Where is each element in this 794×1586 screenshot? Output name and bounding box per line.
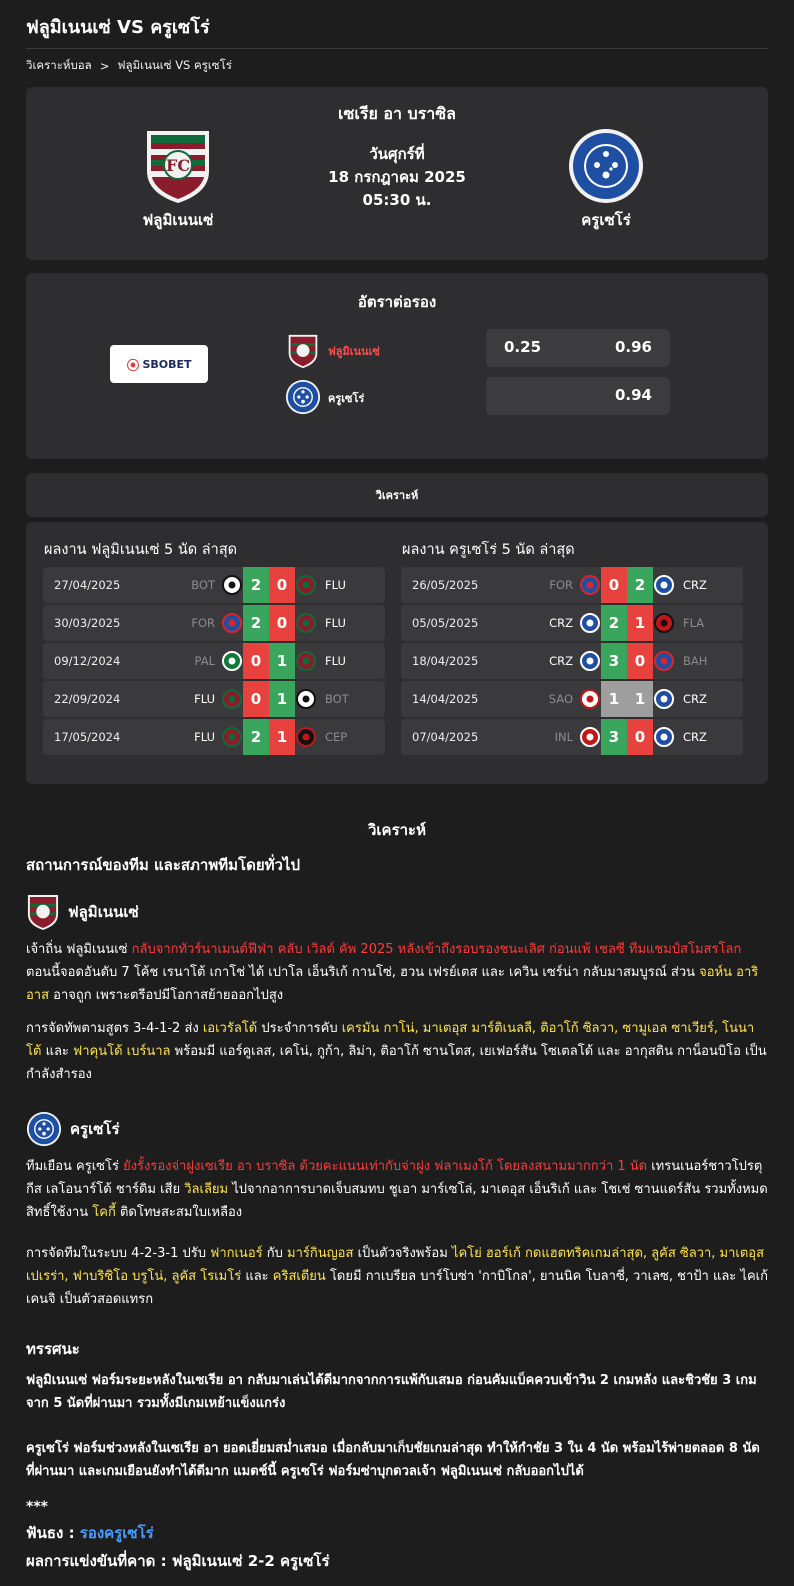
team-code: BOT xyxy=(325,692,349,706)
form-row[interactable] xyxy=(43,605,385,641)
match-date: 18 กรกฎาคม 2025 xyxy=(328,168,466,186)
predict-value: ฟลูมิเนนเซ่ 2-2 ครูเซโร่ xyxy=(171,1552,330,1570)
home-paragraph-1 xyxy=(26,938,768,1007)
body-text: เจ้าถิ่น ฟลูมิเนนเซ่ xyxy=(26,942,132,957)
team-icon-slot xyxy=(295,689,317,709)
score-away: 0 xyxy=(269,567,295,603)
team-icon-slot xyxy=(653,727,675,747)
body-text: การจัดทัพตามสูตร 3-4-1-2 ส่ง xyxy=(26,1021,203,1036)
team-icon-slot xyxy=(295,727,317,747)
team-code: FLU xyxy=(325,654,346,668)
score-home: 2 xyxy=(243,567,269,603)
score-home: 0 xyxy=(243,643,269,679)
form-row[interactable] xyxy=(401,719,743,755)
team-icon-slot xyxy=(295,575,317,595)
home-paragraph-2 xyxy=(26,1017,768,1086)
match-date: 30/03/2025 xyxy=(54,616,121,630)
highlight-text: วิลเลียม xyxy=(184,1182,229,1197)
match-datetime xyxy=(26,143,768,212)
team-code: CRZ xyxy=(683,692,707,706)
cep-crest-icon xyxy=(296,727,316,747)
analysis-heading: วิเคราะห์ xyxy=(367,821,426,839)
for-crest-icon xyxy=(222,613,242,633)
away-form-title: ผลงาน ครูเซโร่ 5 นัด ล่าสุด xyxy=(402,542,575,558)
match-time: 05:30 น. xyxy=(362,191,432,209)
pick-label: ฟันธง : xyxy=(26,1524,80,1542)
recent-form-card xyxy=(26,522,768,784)
team-code: FOR xyxy=(549,578,573,592)
view-heading: ทรรศนะ xyxy=(26,1340,80,1358)
team-icon-slot xyxy=(221,689,243,709)
bookmaker-name: SBOBET xyxy=(142,357,192,371)
team-icon-slot xyxy=(579,575,601,595)
inl-crest-icon xyxy=(580,727,600,747)
score-home: 1 xyxy=(601,681,627,717)
score-home: 3 xyxy=(601,719,627,755)
score-home: 2 xyxy=(601,605,627,641)
match-date: 09/12/2024 xyxy=(54,654,121,668)
body-text: ตอนนี้จอดอันดับ 7 โค้ช เรนาโต้ เกาโช่ ได้ เปาโล เอ็นริเก้ กานโซ่, ฮวน เฟรย์เตส และ เควิน เซร์น่า กลับมาสมบูรณ์ ส่วน xyxy=(26,965,700,980)
crz-crest-icon xyxy=(654,575,674,595)
team-code: FLU xyxy=(194,692,215,706)
flu-crest-icon xyxy=(296,575,316,595)
bah-crest-icon xyxy=(654,651,674,671)
team-icon-slot xyxy=(579,689,601,709)
score-away: 1 xyxy=(627,681,653,717)
match-date: 05/05/2025 xyxy=(412,616,479,630)
stars-divider: *** xyxy=(26,1499,48,1515)
body-text: ติดโทษสะสมใบเหลือง xyxy=(115,1205,243,1220)
view-paragraph-2: ครูเซโร่ ฟอร์มช่วงหลังในเซเรีย อา ยอดเยี่ยมสม่ำเสมอ เมื่อกลับมาเก็บชัยเกมล่าสุด ทำให้กำชัย 3 ใน 4 นัด พร้อมไร้พ่ายตลอด 8 นัดที่ผ่านมา และเกมเยือนยังทำได้ดีมาก แมตช์นี้ ครูเซโร่ ฟอร์มซ่าบุกดวลเจ้า ฟลูมิเนนเซ่ กลับออกไปได้ xyxy=(26,1441,760,1479)
team-code: CRZ xyxy=(683,730,707,744)
team-icon-slot xyxy=(579,727,601,747)
svg-text:FC: FC xyxy=(165,156,191,175)
odds-title: อัตราต่อรอง xyxy=(357,293,437,311)
fluminense-small-icon xyxy=(286,333,320,369)
team-icon-slot xyxy=(295,651,317,671)
pick-value[interactable]: รองครูเซโร่ xyxy=(79,1524,154,1542)
predict-label: ผลการแข่งขันที่คาด : xyxy=(26,1552,172,1570)
team-icon-slot xyxy=(653,613,675,633)
home-form-list xyxy=(43,567,385,757)
match-date: 14/04/2025 xyxy=(412,692,479,706)
team-icon-slot xyxy=(579,613,601,633)
highlight-text: ยังรั้งรองจ่าฝูงเซเรีย อา บราซิล ด้วยคะแนนเท่ากับจ่าฝูง ฟลาเมงโก้ โดยลงสนามมากกว่า 1 นัด xyxy=(123,1159,648,1174)
body-text: โดยมี กาเบรียล บาร์โบซ่า 'กาบิโกล', ยานนิค โบลาซี่, วาเลซ, ชาป้า และ ไคเก้ เคนจิ เป็นตัวสอดแทรก xyxy=(26,1269,768,1307)
situation-heading: สถานการณ์ของทีม และสภาพทีมโดยทั่วไป xyxy=(26,856,300,874)
fluminense-heading-icon xyxy=(26,893,60,931)
form-row[interactable] xyxy=(401,681,743,717)
crz-crest-icon xyxy=(580,613,600,633)
flu-crest-icon xyxy=(296,651,316,671)
pal-crest-icon xyxy=(222,651,242,671)
page-title: ฟลูมิเนนเซ่ VS ครูเซโร่ xyxy=(26,17,210,38)
odds-card xyxy=(26,273,768,459)
score-away: 0 xyxy=(269,605,295,641)
score-away: 1 xyxy=(269,719,295,755)
body-text: อาจถูก เพราะตรีอปมีโอกาสย้ายออกไปสูง xyxy=(49,988,284,1003)
tab-analysis[interactable]: วิเคราะห์ xyxy=(26,473,768,517)
form-row[interactable] xyxy=(43,681,385,717)
cruzeiro-small-icon xyxy=(285,379,321,415)
league-name: เซเรีย อา บราซิล xyxy=(338,104,456,123)
team-icon-slot xyxy=(653,651,675,671)
form-row[interactable] xyxy=(401,605,743,641)
flu-crest-icon xyxy=(222,727,242,747)
body-text: ทีมเยือน ครูเซโร่ xyxy=(26,1159,124,1174)
match-date: 26/05/2025 xyxy=(412,578,479,592)
form-row[interactable] xyxy=(401,643,743,679)
score-away: 0 xyxy=(627,719,653,755)
fluminense-crest-icon xyxy=(143,127,213,205)
home-form-title: ผลงาน ฟลูมิเนนเซ่ 5 นัด ล่าสุด xyxy=(44,542,238,558)
highlight-text: เอเวรัลโด้ xyxy=(202,1021,258,1036)
match-card xyxy=(26,87,768,260)
body-text: เป็นตัวจริงพร้อม xyxy=(353,1246,452,1261)
highlight-text: โคกี้ xyxy=(92,1205,116,1220)
divider xyxy=(26,48,768,49)
team-code: BAH xyxy=(683,654,708,668)
team-icon-slot xyxy=(653,689,675,709)
odds-away-box[interactable] xyxy=(486,377,670,415)
highlight-text: เครมัน กาโน่, มาเตอุส มาร์ติเนลลี, ติอาโก้ ซิลวา, ซามูเอล ซาเวียร์, โนนาโต้ xyxy=(26,1021,755,1059)
match-date: 07/04/2025 xyxy=(412,730,479,744)
team-icon-slot xyxy=(221,651,243,671)
crz-crest-icon xyxy=(580,651,600,671)
body-text: กับ xyxy=(262,1246,287,1261)
team-code: PAL xyxy=(194,654,215,668)
team-code: FLA xyxy=(683,616,705,630)
breadcrumb-home-link[interactable]: วิเคราะห์บอล xyxy=(26,58,92,72)
home-team-heading xyxy=(26,893,139,931)
breadcrumb-current: ฟลูมิเนนเซ่ VS ครูเซโร่ xyxy=(117,58,232,72)
home-team-heading-text: ฟลูมิเนนเซ่ xyxy=(68,903,139,921)
team-code: INL xyxy=(554,730,573,744)
team-icon-slot xyxy=(579,651,601,671)
team-icon-slot xyxy=(221,613,243,633)
highlight-text: ฟากเนอร์ xyxy=(210,1246,263,1261)
bot-crest-icon xyxy=(296,689,316,709)
cruzeiro-heading-icon xyxy=(26,1111,62,1147)
team-code: FLU xyxy=(194,730,215,744)
highlight-text: มาร์กินญอส xyxy=(287,1246,354,1261)
form-row[interactable] xyxy=(401,567,743,603)
body-text: พร้อมมี แอร์คูเลส, เคโน่, กูก้า, ลิม่า, ติอาโก้ ซานโตส, เยเฟอร์สัน โซเตลโด้ และ อากุสติน กาน็อนบิโอ เป็นกำลังสำรอง xyxy=(26,1044,767,1082)
team-code: SAO xyxy=(548,692,573,706)
away-price: 0.94 xyxy=(614,386,652,404)
home-price: 0.96 xyxy=(614,338,652,356)
crz-crest-icon xyxy=(654,689,674,709)
score-away: 1 xyxy=(269,681,295,717)
away-team-heading xyxy=(26,1111,120,1147)
breadcrumb xyxy=(26,57,232,75)
fla-crest-icon xyxy=(654,613,674,633)
handicap-value: 0.25 xyxy=(504,338,542,356)
score-home: 0 xyxy=(243,681,269,717)
body-text: เทรนเนอร์ชาวโปรตุกีส เลโอนาร์โด้ ชาร์ดิม เสีย xyxy=(26,1159,763,1197)
score-away: 2 xyxy=(627,567,653,603)
score-home: 3 xyxy=(601,643,627,679)
highlight-text: ไคโย่ ฮอร์เก้ กดแฮตทริคเกมล่าสุด, ลูคัส ซิลวา, มาเตอุส เปเรร่า, ฟาบริซิโอ บรูโน่, ลูคัส โรเมโร่ xyxy=(26,1246,765,1284)
odds-away-team: ครูเซโร่ xyxy=(328,392,365,405)
team-code: FOR xyxy=(191,616,215,630)
score-away: 0 xyxy=(627,643,653,679)
flu-crest-icon xyxy=(222,689,242,709)
body-text: ประจำการคับ xyxy=(257,1021,342,1036)
team-icon-slot xyxy=(221,575,243,595)
score-away: 1 xyxy=(269,643,295,679)
cruzeiro-crest-icon xyxy=(567,127,645,205)
pick-line xyxy=(26,1521,154,1545)
away-team-heading-text: ครูเซโร่ xyxy=(70,1120,120,1138)
match-date: 18/04/2025 xyxy=(412,654,479,668)
odds-home-team: ฟลูมิเนนเซ่ xyxy=(328,345,380,358)
highlight-text: กลับจากทัวร์นาเมนต์ฟีฟ่า คลับ เวิลด์ คัพ 2025 หลังเข้าถึงรอบรองชนะเลิศ ก่อนแพ้ เชลซี ทีมแชมป์สโมสรโลก xyxy=(131,942,742,957)
score-away: 1 xyxy=(627,605,653,641)
body-text: ไปจากอาการบาดเจ็บสมทบ ชูเอา มาร์เซโล่, มาเตอุส เอ็นริเก้ และ โชเช่ ซานแดร์สัน รวมทั้งหมดสิทธิ์ใช้งาน xyxy=(26,1182,768,1220)
sao-crest-icon xyxy=(580,689,600,709)
form-row[interactable] xyxy=(43,567,385,603)
score-home: 0 xyxy=(601,567,627,603)
highlight-text: จอห์น อาริอาส xyxy=(26,965,759,1003)
match-date: 22/09/2024 xyxy=(54,692,121,706)
away-paragraph-1 xyxy=(26,1155,768,1224)
match-date: 17/05/2024 xyxy=(54,730,121,744)
sbobet-mark-icon: ⦿ xyxy=(126,358,140,374)
view-paragraph-1: ฟลูมิเนนเซ่ ฟอร์มระยะหลังในเซเรีย อา กลับมาเล่นได้ดีมากจากการแพ้กับเสมอ ก่อนคัมแบ็คควบเข้าวิน 2 เกมหลัง และชิวชัย 3 เกมจาก 5 นัดที่ผ่านมา รวมทั้งมีเกมเหย้าแข็งแกร่ง xyxy=(26,1373,757,1411)
team-icon-slot xyxy=(221,727,243,747)
sbobet-logo[interactable] xyxy=(110,345,208,383)
match-day: วันศุกร์ที่ xyxy=(369,145,425,163)
team-code: CRZ xyxy=(549,616,573,630)
body-text: และ xyxy=(41,1044,74,1059)
home-team-name: ฟลูมิเนนเซ่ xyxy=(142,211,214,229)
highlight-text: ฟาคุนโด้ เบร์นาล xyxy=(73,1044,171,1059)
team-code: CRZ xyxy=(683,578,707,592)
team-code: CEP xyxy=(325,730,348,744)
score-home: 2 xyxy=(243,605,269,641)
team-code: CRZ xyxy=(549,654,573,668)
team-code: FLU xyxy=(325,616,346,630)
score-home: 2 xyxy=(243,719,269,755)
breadcrumb-separator: > xyxy=(99,59,110,73)
match-date: 27/04/2025 xyxy=(54,578,121,592)
form-row[interactable] xyxy=(43,643,385,679)
team-code: BOT xyxy=(191,578,215,592)
for-crest-icon xyxy=(580,575,600,595)
predict-line xyxy=(26,1549,330,1573)
away-team-name: ครูเซโร่ xyxy=(581,211,631,229)
team-code: FLU xyxy=(325,578,346,592)
form-row[interactable] xyxy=(43,719,385,755)
team-icon-slot xyxy=(653,575,675,595)
bot-crest-icon xyxy=(222,575,242,595)
team-icon-slot xyxy=(295,613,317,633)
odds-home-box[interactable] xyxy=(486,329,670,367)
body-text: การจัดทีมในระบบ 4-2-3-1 ปรับ xyxy=(26,1246,211,1261)
flu-crest-icon xyxy=(296,613,316,633)
away-form-list xyxy=(401,567,743,757)
away-paragraph-2 xyxy=(26,1242,768,1311)
body-text: และ xyxy=(241,1269,273,1284)
crz-crest-icon xyxy=(654,727,674,747)
highlight-text: คริสเตียน xyxy=(272,1269,326,1284)
